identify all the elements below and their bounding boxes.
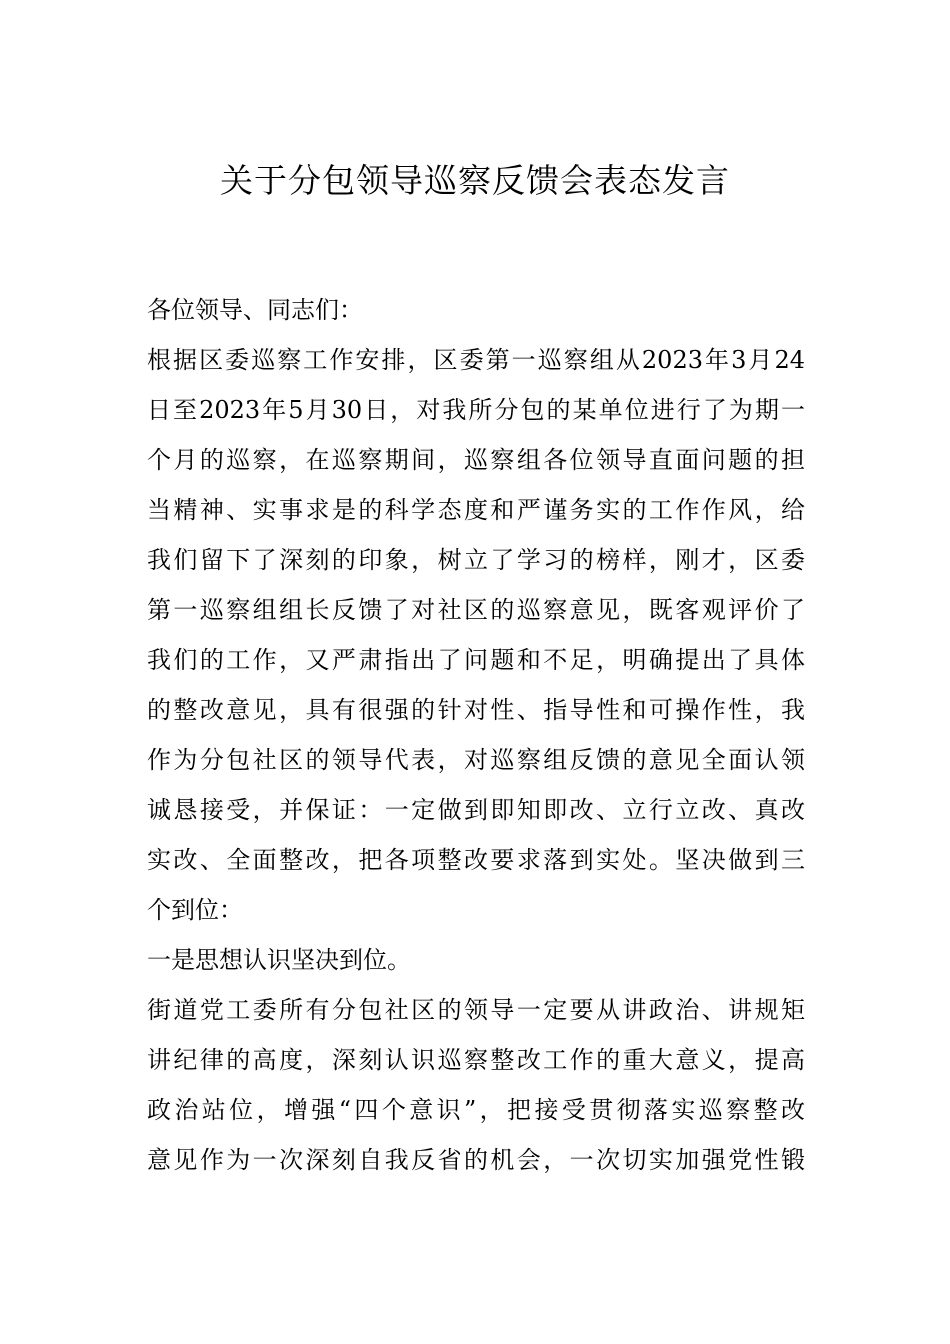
document-title: 关于分包领导巡察反馈会表态发言 xyxy=(220,161,730,200)
salutation-line: 各位领导、同志们： xyxy=(147,296,363,324)
paragraph-line: 我们留下了深刻的印象，树立了学习的榜样，刚才，区委 xyxy=(147,546,805,574)
paragraph-line: 作为分包社区的领导代表，对巡察组反馈的意见全面认领 xyxy=(147,746,805,774)
paragraph-line: 意见作为一次深刻自我反省的机会，一次切实加强党性锻 xyxy=(147,1146,805,1174)
paragraph-line: 个到位： xyxy=(147,896,243,924)
document-body xyxy=(147,285,805,1185)
paragraph-line: 的整改意见，具有很强的针对性、指导性和可操作性，我 xyxy=(147,696,805,724)
paragraph-line: 街道党工委所有分包社区的领导一定要从讲政治、讲规矩 xyxy=(147,996,805,1024)
paragraph-line: 第一巡察组组长反馈了对社区的巡察意见，既客观评价了 xyxy=(147,596,805,624)
paragraph-line: 个月的巡察，在巡察期间，巡察组各位领导直面问题的担 xyxy=(147,446,805,474)
paragraph-line: 我们的工作，又严肃指出了问题和不足，明确提出了具体 xyxy=(147,646,805,674)
paragraph-line: 日至2023年5月30日，对我所分包的某单位进行了为期一 xyxy=(147,396,805,424)
paragraph-line: 政治站位，增强“四个意识”，把接受贯彻落实巡察整改 xyxy=(147,1096,805,1124)
paragraph-line: 实改、全面整改，把各项整改要求落到实处。坚决做到三 xyxy=(147,846,805,874)
paragraph-line: 诚恳接受，并保证：一定做到即知即改、立行立改、真改 xyxy=(147,796,805,824)
paragraph-line: 根据区委巡察工作安排，区委第一巡察组从2023年3月24 xyxy=(147,346,805,374)
paragraph-line: 当精神、实事求是的科学态度和严谨务实的工作作风，给 xyxy=(147,496,805,524)
paragraph-line: 讲纪律的高度，深刻认识巡察整改工作的重大意义，提高 xyxy=(147,1046,805,1074)
section-heading: 一是思想认识坚决到位。 xyxy=(147,946,411,974)
